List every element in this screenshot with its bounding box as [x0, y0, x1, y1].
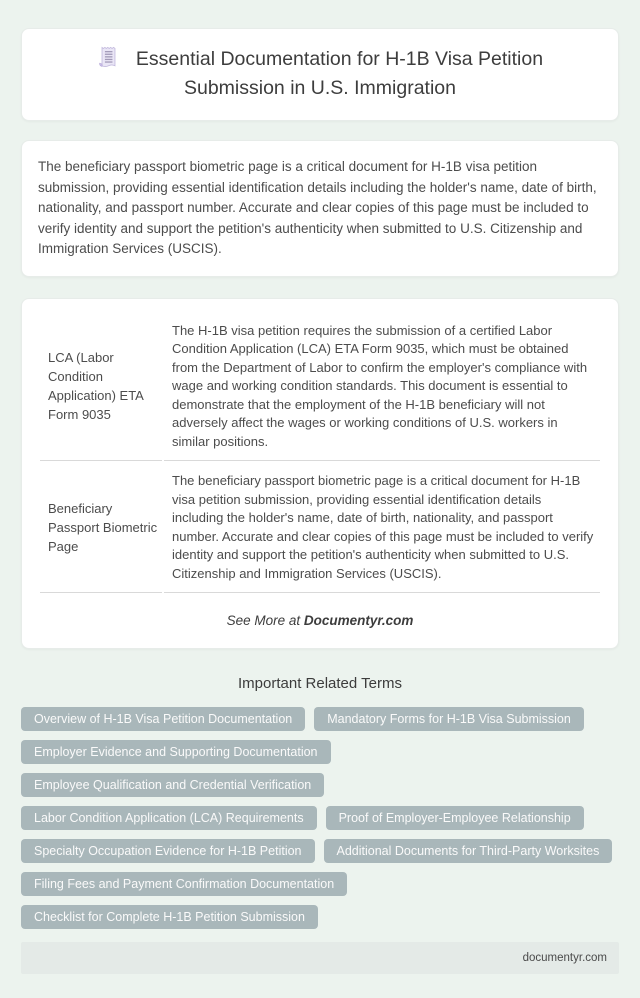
- receipt-icon: [97, 46, 120, 69]
- terms-table-card: [21, 298, 619, 650]
- page-title-text: Essential Documentation for H-1B Visa Petition Submission in U.S. Immigration: [135, 48, 544, 99]
- related-term-tag[interactable]: Filing Fees and Payment Confirmation Documentation: [21, 872, 347, 896]
- term-description: The H-1B visa petition requires the submission of a certified Labor Condition Application (LCA) ETA Form 9035, which must be obtained from the Department of Labor to confirm the employer's compliance with wage and working condition standards. This document is essential to demonstrate that the employment of the H-1B beneficiary will not adversely affect the wages or working conditions of U.S. workers in similar positions.: [164, 313, 600, 462]
- related-term-tag[interactable]: Employee Qualification and Credential Verification: [21, 773, 324, 797]
- title-card: [21, 28, 619, 121]
- table-row: [40, 463, 600, 593]
- see-more-site-link[interactable]: Documentyr.com: [303, 613, 414, 628]
- related-term-tag[interactable]: Checklist for Complete H-1B Petition Submission: [21, 905, 318, 929]
- related-term-tag[interactable]: Mandatory Forms for H-1B Visa Submission: [314, 707, 584, 731]
- see-more-prefix: See More at: [226, 613, 304, 628]
- term-description: The beneficiary passport biometric page is a critical document for H-1B visa petition submission, providing essential identification details including the holder's name, date of birth, nationality, and passport number. Accurate and clear copies of this page must be included to verify identity and support the petition's authenticity when submitted to U.S. Citizenship and Immigration Services (USCIS).: [164, 463, 600, 593]
- term-name: LCA (Labor Condition Application) ETA Form 9035: [40, 313, 162, 462]
- related-term-tag[interactable]: Proof of Employer-Employee Relationship: [326, 806, 584, 830]
- related-term-tag[interactable]: Overview of H-1B Visa Petition Documentation: [21, 707, 305, 731]
- intro-paragraph: The beneficiary passport biometric page is a critical document for H-1B visa petition submission, providing essential identification details including the holder's name, date of birth, nationality, and passport number. Accurate and clear copies of this page must be included to verify identity and support the petition's authenticity when submitted to U.S. Citizenship and Immigration Services (USCIS).: [38, 159, 597, 256]
- terms-table: [38, 311, 602, 596]
- footer-site-label: documentyr.com: [522, 952, 607, 964]
- see-more-line: [38, 613, 602, 628]
- footer-bar: [21, 942, 619, 974]
- related-term-tag[interactable]: Employer Evidence and Supporting Documentation: [21, 740, 331, 764]
- related-term-tag[interactable]: Additional Documents for Third-Party Worksites: [324, 839, 613, 863]
- related-terms-heading: Important Related Terms: [238, 675, 402, 692]
- related-terms-list: [21, 707, 619, 929]
- page-title: [44, 45, 596, 103]
- intro-card: [21, 140, 619, 277]
- table-row: [40, 313, 600, 462]
- term-name: Beneficiary Passport Biometric Page: [40, 463, 162, 593]
- related-term-tag[interactable]: Specialty Occupation Evidence for H-1B Petition: [21, 839, 315, 863]
- related-term-tag[interactable]: Labor Condition Application (LCA) Requirements: [21, 806, 317, 830]
